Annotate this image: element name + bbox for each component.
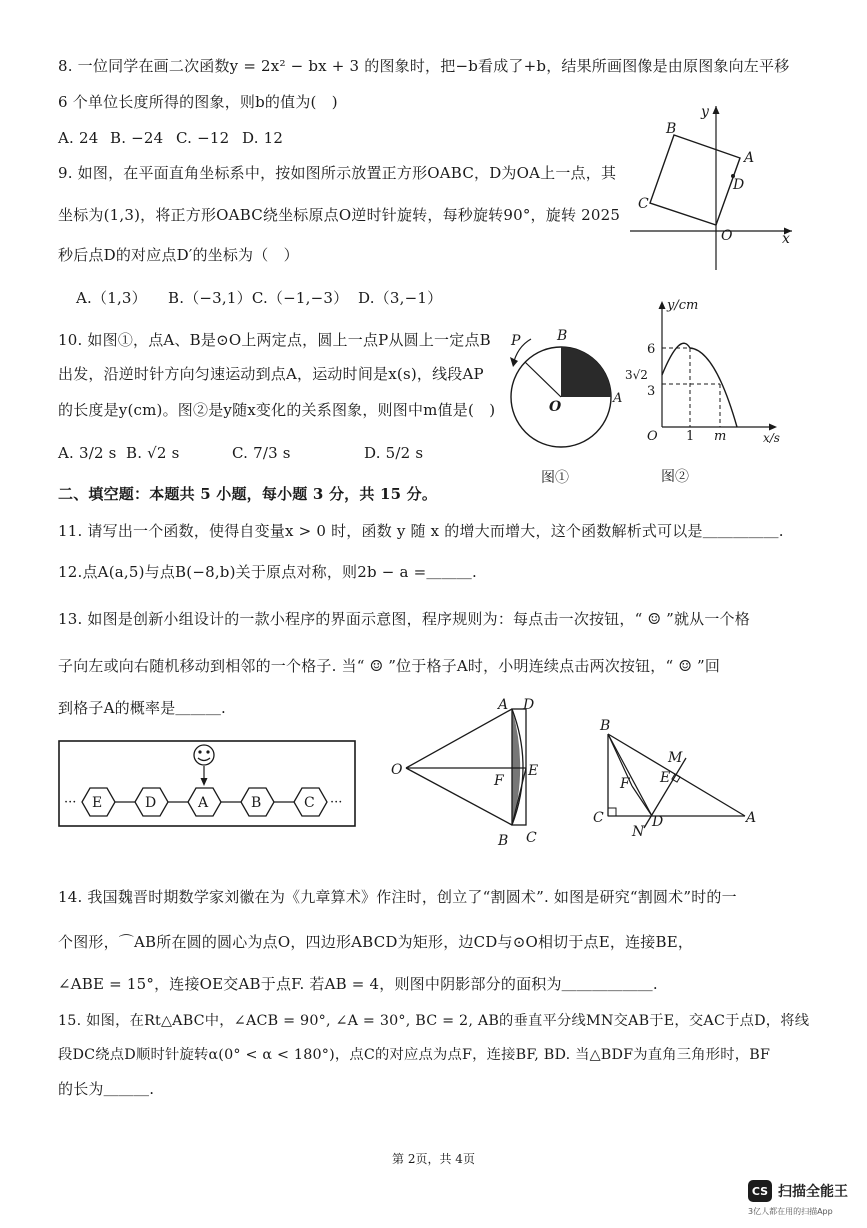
q13-dots-left: ··· [64,795,77,810]
q15-label-a: A [746,810,757,826]
svg-text:C: C [304,795,315,811]
page-footer: 第 2页，共 4页 [392,1152,475,1166]
q9-option-bc: B.（−3,1）C.（−1,−3） [168,289,349,307]
q15-label-n: N [632,824,645,840]
q10-fig2-y6: 6 [647,342,656,357]
svg-text:A: A [198,795,209,811]
q8-option-c: C. −12 [176,129,230,147]
q13-cell-b [241,788,274,816]
q15-figure [590,712,765,842]
q8-line1: 8. 一位同学在画二次函数y = 2x² − bx + 3 的图象时，把−b看成了+b，结果所画图像是由原图象向左平移 [58,57,790,75]
svg-text:B: B [251,795,262,811]
q13-line2: 子向左或向右随机移动到相邻的一个格子. 当“ ☺ ”位于格子A时，小明连续点击两次按钮，“ ☺ ”回 [58,657,721,675]
q9-options [76,288,442,308]
q9-label-x: x [782,231,790,247]
q10-line1: 10. 如图①，点A、B是⊙O上两定点，圆上一点P从圆上一定点B [58,331,491,349]
q9-option-a: A.（1,3） [76,289,147,307]
q10-figure-2 [625,295,790,490]
q9-label-d: D [733,177,745,193]
q10-fig2-xlabel: x/s [763,431,780,445]
svg-text:D: D [145,795,157,811]
scanner-app-badge [748,1180,848,1216]
q9-option-d: D.（3,−1） [358,289,443,307]
q10-fig2-ylabel: y/cm [667,298,699,313]
q9-label-a: A [744,150,755,166]
q14-line3: ∠ABE = 15°，连接OE交AB于点F. 若AB = 4，则图中阴影部分的面积为＿＿＿＿＿＿. [58,975,658,993]
q15-label-e: E [660,770,671,786]
q9-line2: 坐标为(1,3)，将正方形OABC绕坐标原点O逆时针旋转，每秒旋转90°，旋转 2025 [58,206,621,224]
q8-option-a: A. 24 [58,129,99,147]
section-2-heading: 二、填空题：本题共 5 小题，每小题 3 分，共 15 分。 [58,485,438,503]
q10-figure-1 [505,325,625,490]
q9-label-o: O [721,228,733,244]
q13-cell-c [294,788,327,816]
q14-label-d: D [523,697,535,713]
q9-figure [620,100,800,280]
q9-label-b: B [666,121,677,137]
svg-text:E: E [92,795,103,811]
q14-label-a: A [498,697,509,713]
q10-option-b: B. √2 s [126,444,180,462]
q10-fig2-x1: 1 [686,429,695,444]
q10-option-d: D. 5/2 s [364,444,424,462]
q9-label-y: y [701,104,709,120]
q10-line3: 的长度是y(cm)。图②是y随x变化的关系图象，则图中m值是( ) [58,401,496,419]
q8-option-d: D. 12 [242,129,284,147]
q13-cell-a [188,788,221,816]
q15-label-c: C [593,810,604,826]
q10-fig2-xm: m [714,429,727,444]
q13-line1: 13. 如图是创新小组设计的一款小程序的界面示意图，程序规则为：每点击一次按钮，“ ☺ ”就从一个格 [58,610,750,628]
q10-label-a: A [613,391,623,406]
q10-fig2-origin: O [647,429,658,444]
q15-label-f: F [620,776,630,792]
q8-line2: 6 个单位长度所得的图象，则b的值为( ) [58,93,338,111]
q15-line1: 15. 如图，在Rt△ABC中，∠ACB = 90°, ∠A = 30°, BC = 2, AB的垂直平分线MN交AB于E，交AC于点D，将线 [58,1013,810,1029]
q15-line3: 的长为＿＿＿. [58,1080,155,1098]
q14-label-c: C [526,830,537,846]
scanner-logo-icon: CS [748,1180,772,1202]
q11-text: 11. 请写出一个函数，使得自变量x > 0 时，函数 y 随 x 的增大而增大，这个函数解析式可以是＿＿＿＿＿. [58,522,784,540]
scanner-app-tagline: 3亿人都在用的扫描App [748,1207,833,1216]
q10-options [58,443,423,463]
scanner-app-name: 扫描全能王 [778,1184,848,1200]
q10-fig1-caption: 图① [541,470,569,486]
q10-label-p: P [511,333,521,349]
q12-text: 12.点A(a,5)与点B(−8,b)关于原点对称，则2b − a =＿＿＿. [58,563,477,581]
q15-line2: 段DC绕点D顺时针旋转α(0° < α < 180°)，点C的对应点为点F，连接BF, BD. 当△BDF为直角三角形时，BF [58,1047,771,1063]
q14-line1: 14. 我国魏晋时期数学家刘徽在为《九章算术》作注时，创立了“割圆术”. 如图是研究“割圆术”时的一 [58,888,737,906]
q14-label-e: E [528,763,539,779]
q8-options [58,128,283,148]
q8-option-b: B. −24 [110,129,164,147]
q13-figure [58,740,358,830]
q14-label-f: F [494,773,504,789]
q10-label-b: B [557,328,568,344]
q9-line3: 秒后点D的对应点D′的坐标为（ ） [58,246,299,264]
q10-option-c: C. 7/3 s [232,444,291,462]
q14-label-b: B [498,833,509,849]
q10-label-o: O [549,399,562,415]
q15-label-d: D [652,814,664,830]
q10-fig2-y3r2: 3√2 [625,368,648,382]
q9-line1: 9. 如图，在平面直角坐标系中，按如图所示放置正方形OABC，D为OA上一点，其 [58,164,617,182]
q14-line2: 个图形，⌒AB所在圆的圆心为点O，四边形ABCD为矩形，边CD与⊙O相切于点E，连接BE， [58,933,694,951]
q13-cell-d [135,788,168,816]
q9-label-c: C [638,196,649,212]
q10-fig2-y3: 3 [647,384,656,399]
q15-label-m: M [668,750,683,766]
smiley-icon [194,745,214,765]
q14-figure [388,695,553,850]
q13-line3: 到格子A的概率是＿＿＿. [58,699,227,717]
q13-cell-e [82,788,115,816]
q10-line2: 出发，沿逆时针方向匀速运动到点A，运动时间是x(s)，线段AP [58,365,484,383]
q10-fig2-caption: 图② [661,469,689,485]
q10-option-a: A. 3/2 s [58,444,117,462]
q15-label-b: B [600,718,611,734]
q14-label-o: O [391,762,403,778]
q13-dots-right: ··· [330,795,343,810]
